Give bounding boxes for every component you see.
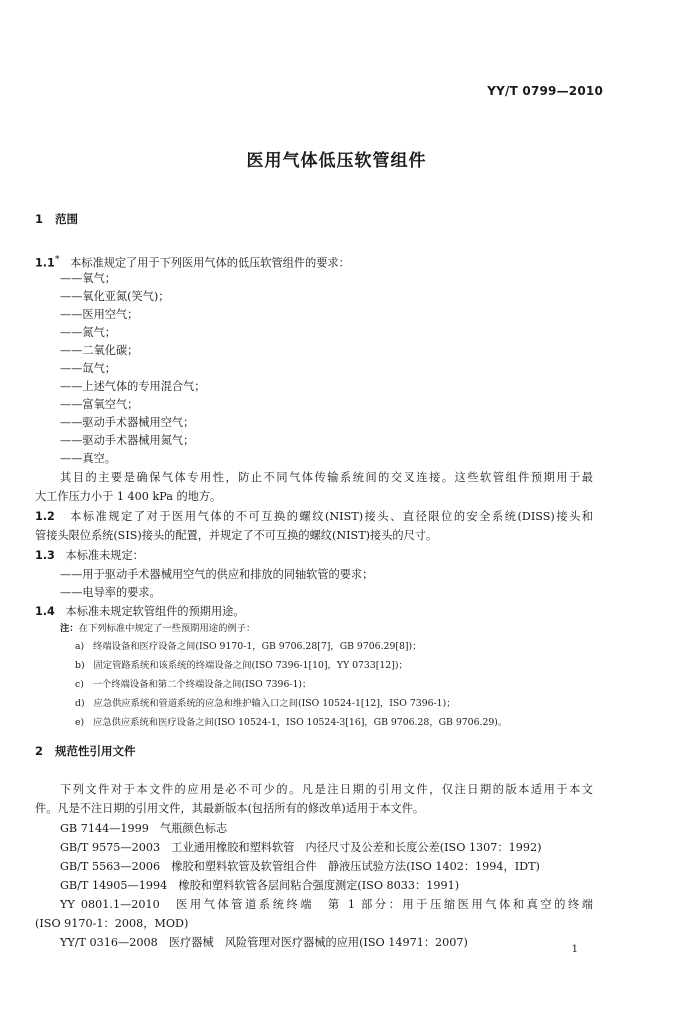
section-1-title: 范围 bbox=[55, 212, 79, 226]
list-item: ——医用空气； bbox=[60, 308, 139, 321]
list-item: ——氙气； bbox=[60, 362, 116, 375]
list-item: ——氮气； bbox=[60, 326, 116, 339]
references-intro-line-1: 下列文件对于本文件的应用是必不可少的。凡是注日期的引用文件，仅注日期的版本适用于本文 bbox=[60, 783, 593, 796]
reference-item: GB/T 5563—2006 橡胶和塑料软管及软管组合件 静液压试验方法(ISO 1402：1994，IDT) bbox=[60, 860, 540, 873]
clause-1-1-number: 1.1 bbox=[35, 256, 55, 270]
clause-1-4 bbox=[35, 604, 245, 619]
clause-1-1-mark: * bbox=[54, 254, 60, 265]
clause-1-1 bbox=[35, 252, 350, 271]
note-item-label: e) bbox=[75, 717, 85, 728]
list-item: ——二氧化碳； bbox=[60, 344, 139, 357]
note-item bbox=[75, 716, 507, 729]
note-intro-text: 在下列标准中规定了一些预期用途的例子： bbox=[78, 623, 256, 634]
clause-1-2-text: 本标准规定了对于医用气体的不可互换的螺纹(NIST)接头、直径限位的安全系统(DISS)接头和 bbox=[70, 510, 593, 523]
page-number: 1 bbox=[571, 944, 578, 955]
note-item bbox=[75, 659, 408, 672]
section-1-heading bbox=[35, 211, 78, 227]
reference-item: GB 7144—1999 气瓶颜色标志 bbox=[60, 822, 228, 835]
scope-paragraph-line-2: 大工作压力小于 1 400 kPa 的地方。 bbox=[35, 490, 222, 503]
note-item-text: 终端设备和医疗设备之间(ISO 9170-1，GB 9706.28[7]，GB 9706.29[8])； bbox=[93, 641, 422, 652]
note-item-text: 应急供应系统和管道系统的应急和维护输入口之间(ISO 10524-1[12]，ISO 7396-1)； bbox=[93, 698, 456, 709]
note-item-text: 应急供应系统和医疗设备之间(ISO 10524-1，ISO 10524-3[16]，GB 9706.28，GB 9706.29)。 bbox=[93, 717, 508, 728]
clause-1-4-number: 1.4 bbox=[35, 605, 55, 618]
reference-item: YY 0801.1—2010 医用气体管道系统终端 第 1 部分：用于压缩医用气体和真空的终端 bbox=[60, 898, 593, 911]
list-item: ——氧气； bbox=[60, 272, 116, 285]
section-2-heading bbox=[35, 743, 136, 759]
clause-1-2-line-2: 管接头限位系统(SIS)接头的配置，并规定了不可互换的螺纹(NIST)接头的尺寸。 bbox=[35, 529, 438, 542]
clause-1-2-number: 1.2 bbox=[35, 510, 55, 523]
list-item: ——氧化亚氮(笑气)； bbox=[60, 290, 170, 303]
note-item-label: d) bbox=[75, 698, 85, 709]
clause-1-3-number: 1.3 bbox=[35, 549, 55, 562]
section-2-number: 2 bbox=[35, 744, 44, 758]
section-2-title: 规范性引用文件 bbox=[55, 744, 136, 758]
standard-code: YY/T 0799—2010 bbox=[487, 84, 603, 98]
clause-1-4-text: 本标准未规定软管组件的预期用途。 bbox=[65, 605, 245, 618]
note-intro bbox=[60, 622, 255, 635]
note-item-label: c) bbox=[75, 679, 84, 690]
note-item-label: b) bbox=[75, 660, 85, 671]
document-title: 医用气体低压软管组件 bbox=[246, 151, 427, 171]
clause-1-3-intro: 本标准未规定： bbox=[65, 549, 144, 562]
reference-item: YY/T 0316—2008 医疗器械 风险管理对医疗器械的应用(ISO 14971：2007) bbox=[60, 936, 468, 949]
list-item: ——用于驱动手术器械用空气的供应和排放的同轴软管的要求； bbox=[60, 568, 374, 581]
note-label: 注： bbox=[60, 623, 79, 634]
clause-1-3 bbox=[35, 548, 144, 563]
list-item: ——上述气体的专用混合气； bbox=[60, 380, 206, 393]
note-item bbox=[75, 697, 456, 710]
list-item: ——真空。 bbox=[60, 452, 116, 465]
clause-1-1-intro: 本标准规定了用于下列医用气体的低压软管组件的要求： bbox=[70, 256, 350, 270]
reference-item-continuation: (ISO 9170-1：2008，MOD) bbox=[35, 917, 189, 930]
note-item-text: 一个终端设备和第二个终端设备之间(ISO 7396-1)； bbox=[92, 679, 312, 690]
note-item bbox=[75, 640, 421, 653]
list-item: ——驱动手术器械用氮气； bbox=[60, 434, 195, 447]
list-item: ——驱动手术器械用空气； bbox=[60, 416, 195, 429]
clause-1-2-line-1 bbox=[35, 509, 593, 524]
scope-paragraph-line-1: 其目的主要是确保气体专用性，防止不同气体传输系统间的交叉连接。这些软管组件预期用于最 bbox=[60, 471, 593, 484]
references-intro-line-2: 件。凡是不注日期的引用文件，其最新版本(包括所有的修改单)适用于本文件。 bbox=[35, 802, 425, 815]
reference-item: GB/T 9575—2003 工业通用橡胶和塑料软管 内径尺寸及公差和长度公差(ISO 1307：1992) bbox=[60, 841, 542, 854]
list-item: ——电导率的要求。 bbox=[60, 586, 161, 599]
note-item-text: 固定管路系统和该系统的终端设备之间(ISO 7396-1[10]，YY 0733[12])； bbox=[93, 660, 408, 671]
reference-item: GB/T 14905—1994 橡胶和塑料软管各层间粘合强度测定(ISO 8033：1991) bbox=[60, 879, 460, 892]
note-item bbox=[75, 678, 311, 691]
note-item-label: a) bbox=[75, 641, 85, 652]
section-1-number: 1 bbox=[35, 212, 44, 226]
list-item: ——富氧空气； bbox=[60, 398, 139, 411]
